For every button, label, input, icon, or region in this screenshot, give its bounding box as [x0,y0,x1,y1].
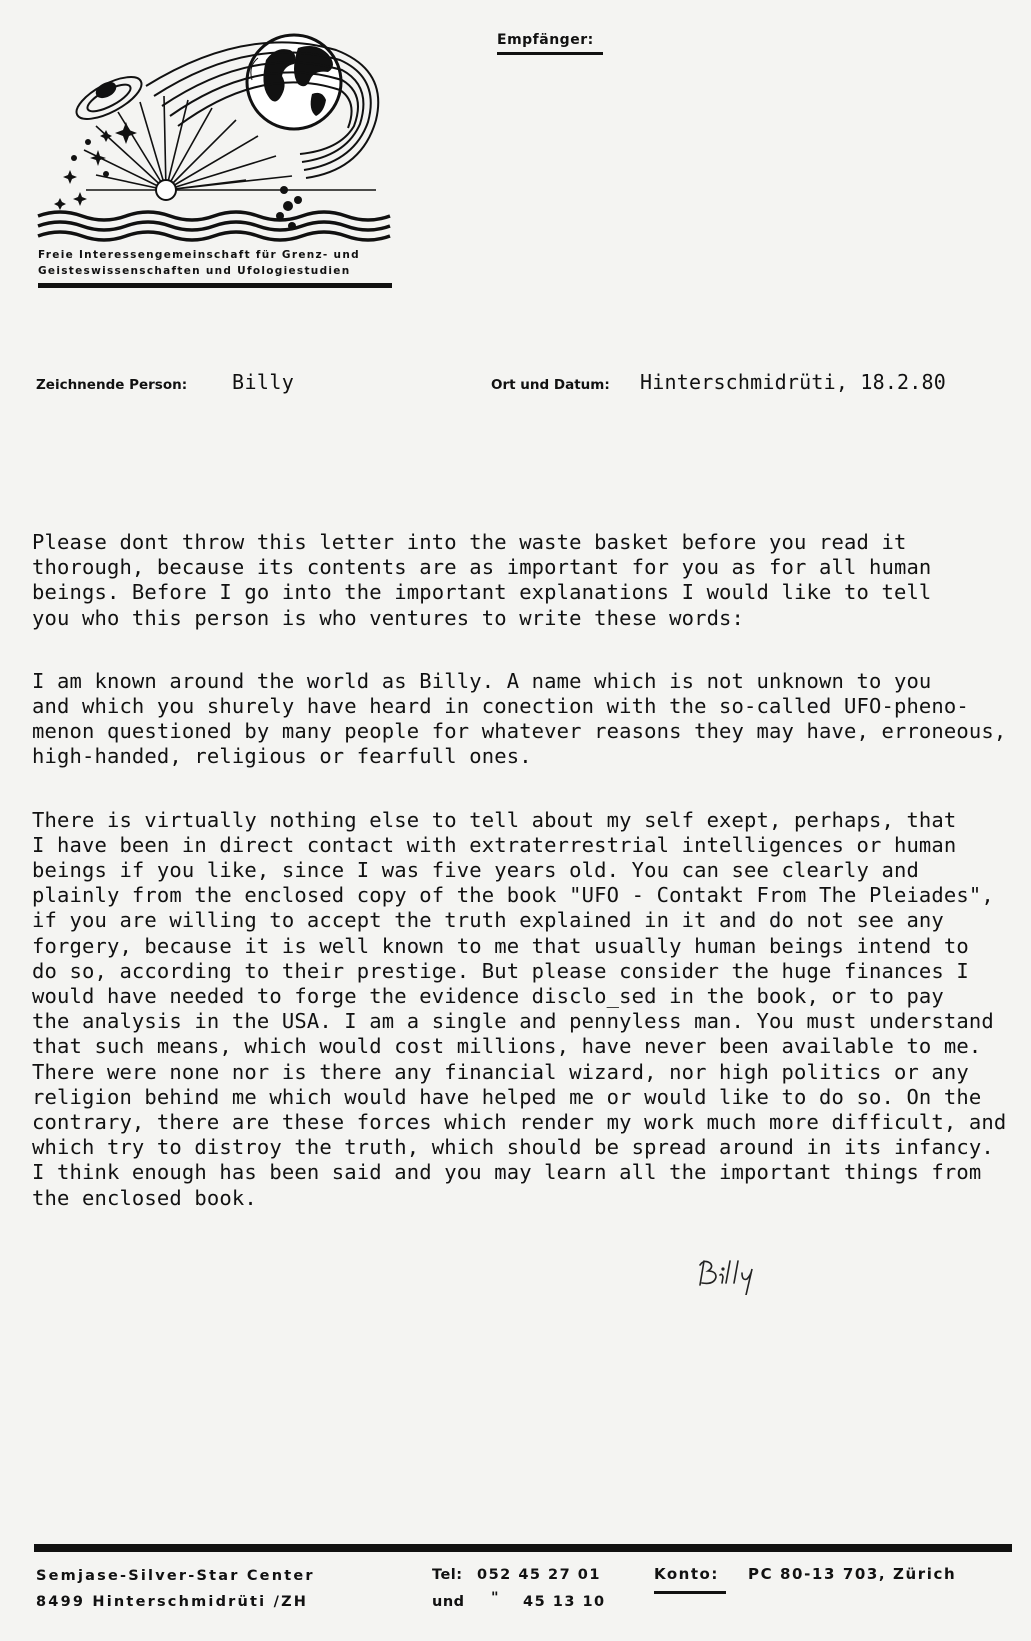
org-name-line-1: Freie Interessengemeinschaft für Grenz- und [38,249,360,261]
letter-body [32,530,1022,1249]
waves-icon [38,212,390,240]
org-name-line-2: Geisteswissenschaften und Ufologiestudien [38,265,351,277]
letterhead-underline [38,283,392,288]
text-line: the enclosed book. [32,1185,257,1210]
footer-ditto-mark: " [491,1590,499,1606]
text-line: forgery, because it is well known to me that usually human beings intend to [32,933,969,958]
text-line: do so, according to their prestige. But please consider the huge finances I [32,958,969,983]
text-line: you who this person is who ventures to write these words: [32,605,745,630]
flying-saucer-icon [71,69,148,128]
text-line: beings. Before I go into the important explanations I would like to tell [32,580,932,605]
footer-konto-value: PC 80-13 703, Zürich [748,1565,957,1583]
footer-tel-2: 45 13 10 [523,1594,606,1610]
text-line: I am known around the world as Billy. A name which is not unknown to you [32,668,932,693]
recipient-underline [497,52,603,55]
footer-address: 8499 Hinterschmidrüti /ZH [36,1594,309,1610]
text-line: thorough, because its contents are as important for you as for all human [32,555,932,580]
footer-konto-label: Konto: [654,1565,719,1583]
ufo-sun-earth-logo-icon [36,30,406,245]
paragraph [32,530,1022,631]
text-line: that such means, which would cost millions, have never been available to me. [32,1034,982,1059]
text-line: if you are willing to accept the truth explained in it and do not see any [32,908,944,933]
footer-and-label: und [432,1594,465,1610]
letterhead-logo [36,30,406,290]
text-line: beings if you like, since I was five years old. You can see clearly and [32,858,919,883]
text-line: and which you shurely have heard in conection with the so-called UFO-pheno- [32,694,969,719]
footer-tel-label: Tel: [432,1567,463,1583]
text-line: high-handed, religious or fearfull ones. [32,744,532,769]
text-line: There were none nor is there any financial wizard, nor high politics or any [32,1059,969,1084]
text-line: the analysis in the USA. I am a single and pennyless man. You must understand [32,1009,994,1034]
konto-underline [654,1591,726,1594]
footer-bar [34,1544,1012,1552]
place-date-label: Ort und Datum: [491,377,610,393]
text-line: plainly from the enclosed copy of the book "UFO - Contakt From The Pleiades", [32,883,994,908]
recipient-label: Empfänger: [497,32,594,48]
signer-label: Zeichnende Person: [36,377,188,393]
text-line: I think enough has been said and you may learn all the important things from [32,1160,982,1185]
text-line: menon questioned by many people for whatever reasons they may have, erroneous, [32,719,1007,744]
text-line: would have needed to forge the evidence disclo_sed in the book, or to pay [32,984,944,1009]
place-date-value: Hinterschmidrüti, 18.2.80 [640,370,947,394]
signer-value: Billy [232,370,295,394]
text-line: which try to distroy the truth, which should be spread around in its infancy. [32,1135,994,1160]
text-line: Please dont throw this letter into the waste basket before you read it [32,530,907,554]
footer-tel-1: 052 45 27 01 [477,1567,601,1583]
text-line: contrary, there are these forces which render my work much more difficult, and [32,1110,1007,1135]
handwritten-signature [694,1255,764,1295]
footer-center-name: Semjase-Silver-Star Center [36,1568,315,1584]
text-line: I have been in direct contact with extraterrestrial intelligences or human [32,832,957,857]
paragraph [32,808,1022,1211]
text-line: religion behind me which would have helped me or would like to do so. On the [32,1084,982,1109]
paragraph [32,669,1022,770]
text-line: There is virtually nothing else to tell about my self exept, perhaps, that [32,807,957,832]
